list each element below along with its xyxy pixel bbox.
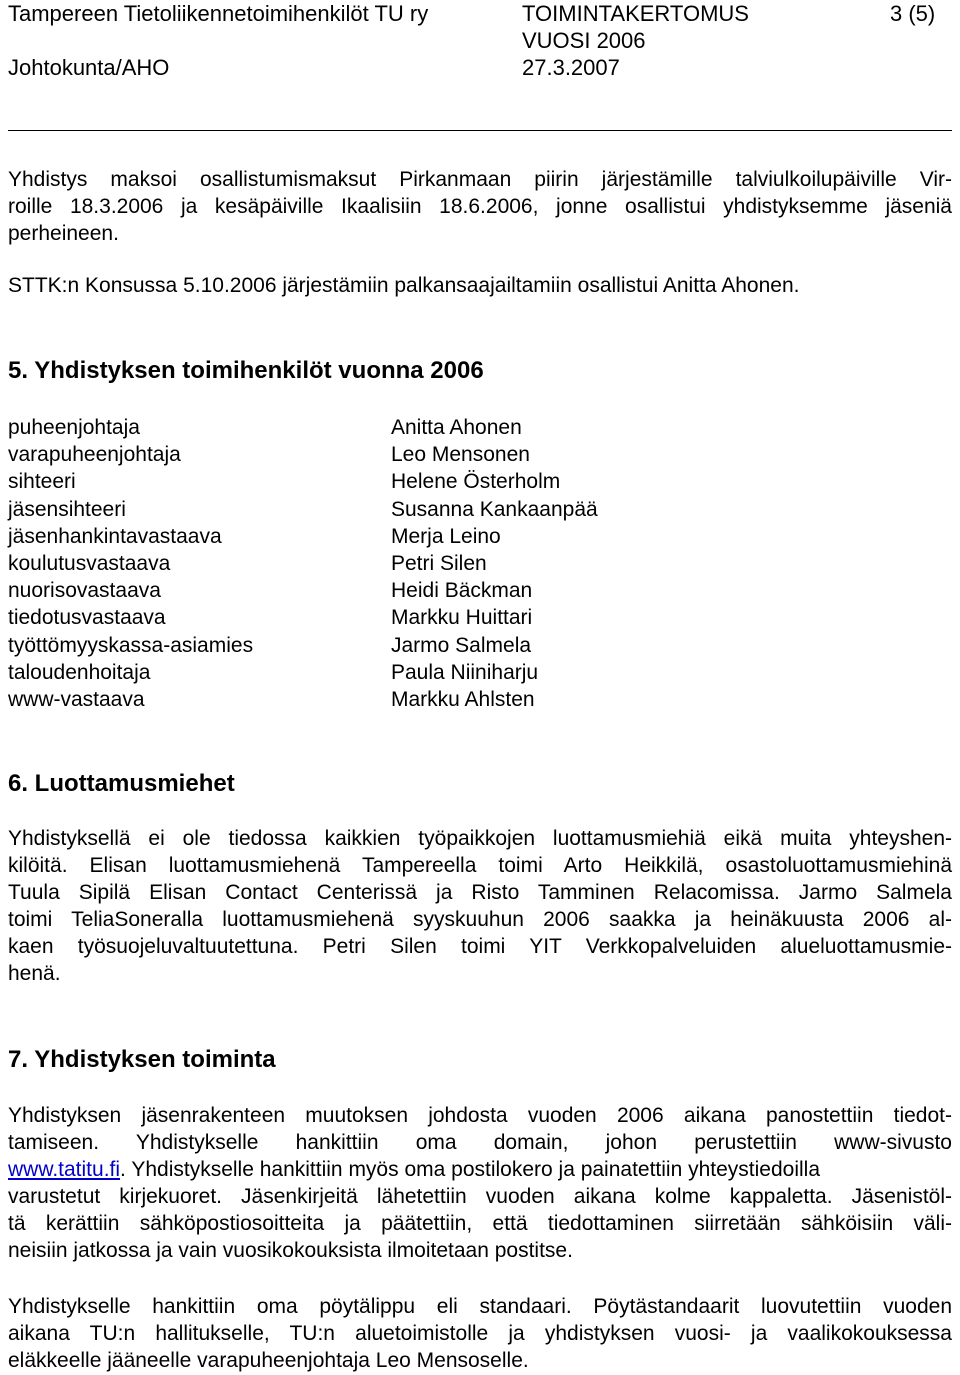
section-7-p1-line-3 [8, 1157, 952, 1183]
role-label: työttömyyskassa-asiamies [8, 633, 254, 657]
header-date: 27.3.2007 [522, 55, 620, 80]
person-name: Heidi Bäckman [391, 579, 533, 603]
role-label: nuorisovastaava [8, 579, 161, 603]
person-name: Susanna Kankaanpää [391, 497, 598, 521]
section-7-p1-line-3-text: . Yhdistykselle hankittiin myös oma postilokero ja painatettiin yhteystiedoilla [120, 1158, 821, 1181]
role-label: tiedotusvastaava [8, 606, 166, 630]
section-6-heading: 6. Luottamusmiehet [8, 770, 235, 797]
section-6-line-5: kaen työsuojeluvaltuutettuna. Petri Silen toimi YIT Verkkopalveluiden alueluottamusmie- [8, 935, 952, 958]
intro-p1-line-1: Yhdistys maksoi osallistumismaksut Pirkanmaan piirin järjestämille talviulkoilupäiville Vir- [8, 168, 952, 191]
person-name: Petri Silen [391, 552, 487, 576]
person-name: Markku Huittari [391, 606, 533, 630]
person-name: Paula Niiniharju [391, 660, 539, 684]
role-label: jäsensihteeri [8, 497, 126, 521]
section-7-p2-line-3: eläkkeelle jääneelle varapuheenjohtaja Leo Mensoselle. [8, 1349, 529, 1372]
header-page-number: 3 (5) [890, 1, 936, 26]
intro-p2: STTK:n Konsussa 5.10.2006 järjestämiin palkansaajailtamiin osallistui Anitta Ahonen. [8, 274, 800, 297]
header-divider [8, 130, 952, 131]
section-7-p1-line-2: tamiseen. Yhdistykselle hankittiin oma domain, johon perustettiin www-sivusto [8, 1131, 952, 1154]
section-5-heading: 5. Yhdistyksen toimihenkilöt vuonna 2006 [8, 357, 484, 384]
section-7-p2-line-1: Yhdistykselle hankittiin oma pöytälippu eli standaari. Pöytästandaarit luovutettiin vuoden [8, 1295, 952, 1318]
intro-p1-line-3: perheineen. [8, 222, 119, 245]
header-year: VUOSI 2006 [522, 28, 646, 53]
person-name: Merja Leino [391, 524, 501, 548]
header-doc-type: TOIMINTAKERTOMUS [522, 1, 749, 26]
section-7-heading: 7. Yhdistyksen toiminta [8, 1046, 276, 1073]
role-label: sihteeri [8, 470, 76, 494]
header-author: Johtokunta/AHO [8, 55, 170, 80]
section-7-p1-line-4: varustetut kirjekuoret. Jäsenkirjeitä lähetettiin vuoden aikana kolme kappaletta. Jäsenistöl- [8, 1185, 952, 1208]
section-6-line-4: toimi TeliaSoneralla luottamusmiehenä syyskuuhun 2006 saakka ja heinäkuusta 2006 al- [8, 908, 952, 931]
role-label: www-vastaava [8, 688, 145, 712]
section-6-line-1: Yhdistyksellä ei ole tiedossa kaikkien työpaikkojen luottamusmiehiä eikä muita yhteyshen- [8, 827, 952, 850]
section-7-p1-line-6: neisiin jatkossa ja vain vuosikokouksista ilmoitetaan postitse. [8, 1239, 573, 1262]
section-6-line-3: Tuula Sipilä Elisan Contact Centerissä ja Risto Tamminen Relacomissa. Jarmo Salmela [8, 881, 952, 904]
person-name: Leo Mensonen [391, 443, 530, 467]
section-7-p1-line-5: tä kerättiin sähköpostiosoitteita ja päätettiin, että tiedottaminen siirretään sähköisiin väli- [8, 1212, 952, 1235]
section-7-p2-line-2: aikana TU:n hallitukselle, TU:n aluetoimistolle ja yhdistyksen vuosi- ja vaalikokouksessa [8, 1322, 952, 1345]
person-name: Markku Ahlsten [391, 688, 535, 712]
role-label: taloudenhoitaja [8, 660, 151, 684]
role-label: puheenjohtaja [8, 416, 140, 439]
website-link[interactable]: www.tatitu.fi [8, 1158, 121, 1181]
header-org: Tampereen Tietoliikennetoimihenkilöt TU ry [8, 1, 429, 26]
section-6-line-2: kilöitä. Elisan luottamusmiehenä Tampereella toimi Arto Heikkilä, osastoluottamusmiehinä [8, 854, 952, 877]
role-label: jäsenhankintavastaava [8, 524, 222, 548]
roles-column [8, 414, 253, 713]
section-7-p1-line-1: Yhdistyksen jäsenrakenteen muutoksen johdosta vuoden 2006 aikana panostettiin tiedot- [8, 1104, 952, 1127]
role-label: koulutusvastaava [8, 552, 171, 576]
person-name: Helene Österholm [391, 470, 561, 494]
names-column [391, 414, 598, 713]
intro-p1-line-2: roille 18.3.2006 ja kesäpäiville Ikaalisiin 18.6.2006, jonne osallistui yhdistyksemme jäseniä [8, 195, 952, 218]
person-name: Jarmo Salmela [391, 633, 532, 657]
section-6-line-6: henä. [8, 962, 61, 985]
person-name: Anitta Ahonen [391, 416, 522, 439]
role-label: varapuheenjohtaja [8, 443, 181, 467]
